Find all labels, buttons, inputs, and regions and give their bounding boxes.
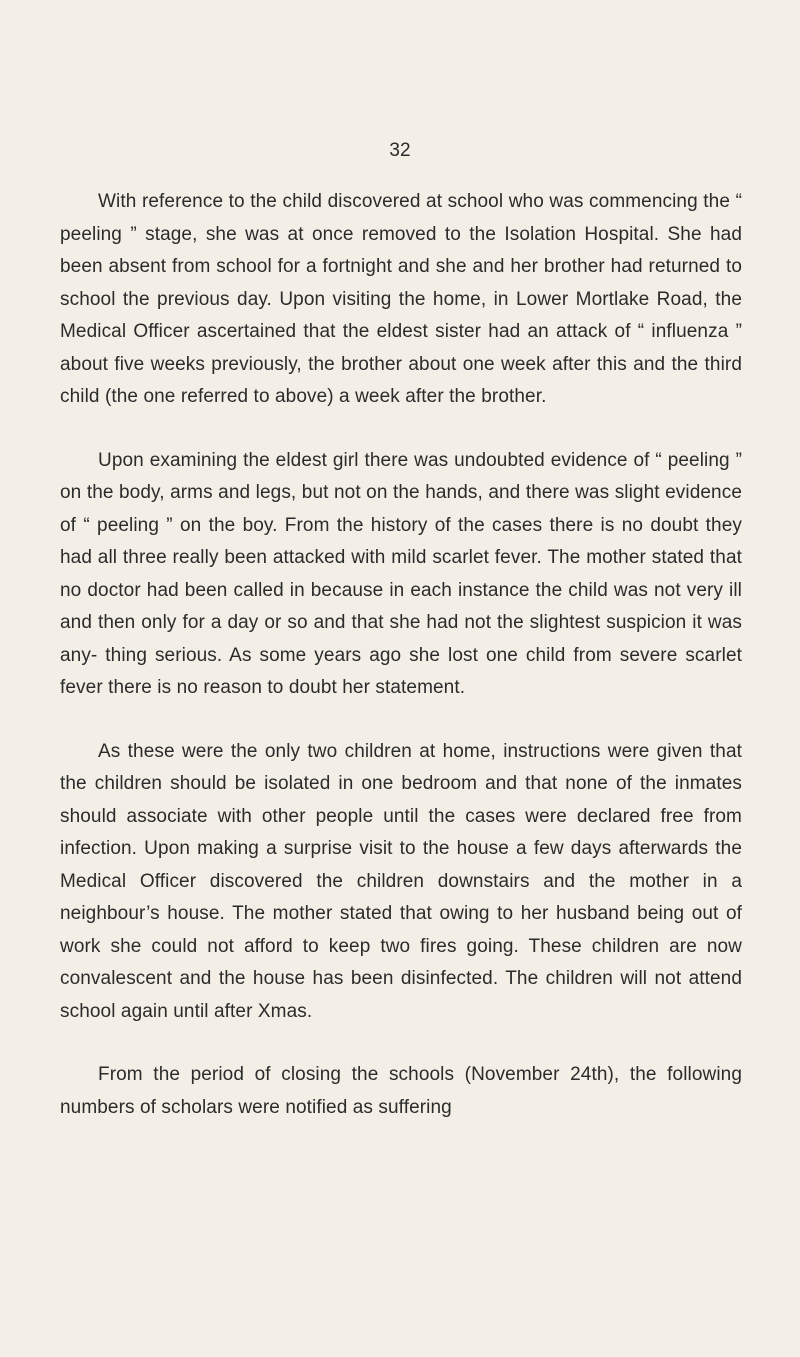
paragraph-2: Upon examining the eldest girl there was undoubted evidence of “ peeling ” on the body, arms and legs, but not on the hands, and there was slight evidence of “ peeling ” on the boy. From the history of the cases there is no doubt they had all three really been attacked with mild scarlet fever. The mother stated that no doctor had been called in because in each instance the child was not very ill and then only for a day or so and that she had not the slightest suspicion it was any- thing serious. As some years ago she lost one child from severe scarlet fever there is no reason to doubt her statement.	[60, 449, 742, 698]
paragraph-4: From the period of closing the schools (November 24th), the following numbers of scholars were notified as suffering	[60, 1064, 742, 1118]
body-text	[60, 186, 742, 1155]
page-number: 32	[389, 140, 411, 161]
paragraph-1: With reference to the child discovered at school who was commencing the “ peeling ” stage, she was at once removed to the Isolation Hospital. She had been absent from school for a fortnight and she and her brother had returned to school the previous day. Upon visiting the home, in Lower Mortlake Road, the Medical Officer ascertained that the eldest sister had an attack of “ influenza ” about five weeks previously, the brother about one week after this and the third child (the one referred to above) a week after the brother.	[60, 191, 742, 407]
paragraph-3: As these were the only two children at home, instructions were given that the children should be isolated in one bedroom and that none of the inmates should associate with other people until the cases were declared free from infection. Upon making a surprise visit to the house a few days afterwards the Medical Officer discovered the children downstairs and the mother in a neighbour’s house. The mother stated that owing to her husband being out of work she could not afford to keep two fires going. These children are now convalescent and the house has been disinfected. The children will not attend school again until after Xmas.	[60, 740, 742, 1022]
